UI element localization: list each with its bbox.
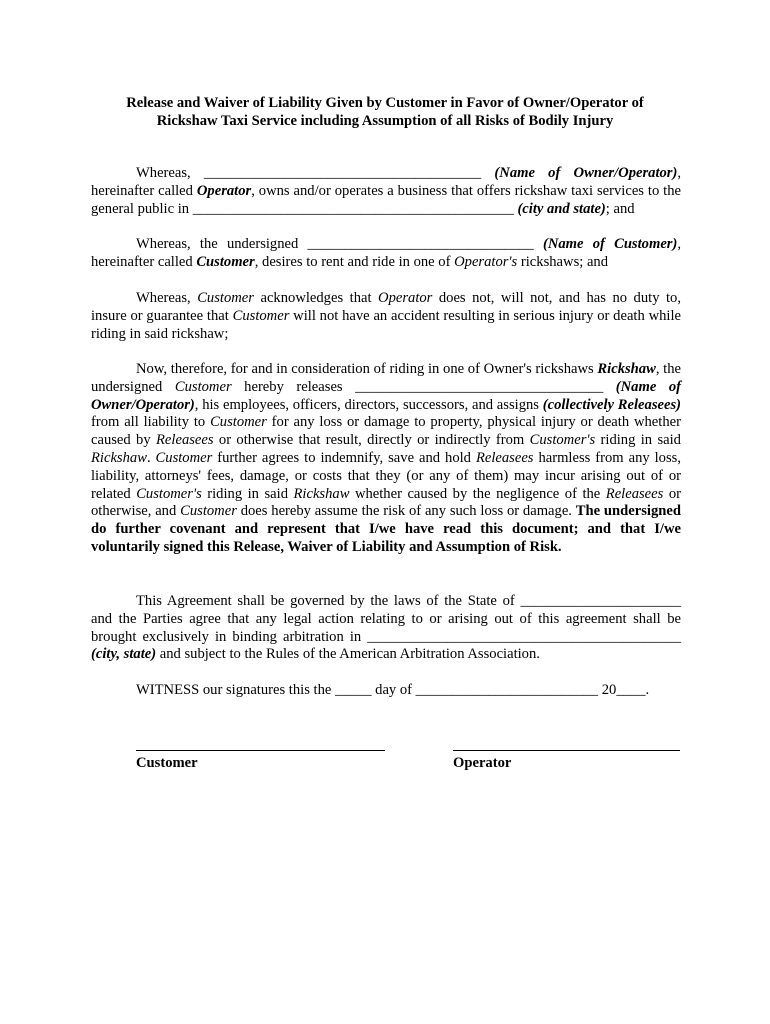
p2-e: , desires to rent and ride in one of — [254, 253, 455, 270]
p3-c: acknowledges that — [253, 290, 379, 306]
p4-j: Customer — [210, 414, 267, 431]
p4-p: Rickshaw — [91, 449, 147, 466]
paragraph-acknowledgement — [91, 290, 681, 343]
p1-d: Operator — [196, 182, 252, 199]
p3-g: will not have an accident resulting in serious injury or death while riding in said rickshaw; — [91, 307, 681, 342]
p2-a: Whereas, the undersigned _______________________________ — [136, 236, 543, 252]
p4-b: Rickshaw — [597, 361, 656, 377]
p4-c: , the undersigned — [91, 361, 681, 395]
p3-b: Customer — [197, 290, 254, 306]
p4-d: Customer — [174, 378, 232, 395]
paragraph-owner-operator — [91, 165, 681, 218]
p4-ab: Customer — [180, 503, 237, 520]
p4-q: . — [146, 449, 156, 466]
operator-signature-line[interactable] — [453, 750, 680, 751]
p1-f: (city and state) — [517, 200, 606, 217]
p2-d: Customer — [196, 253, 255, 270]
p3-e: does not, will not, and has no duty to, insure or guarantee that — [91, 290, 681, 324]
customer-signature-line[interactable] — [136, 750, 385, 751]
p4-a: Now, therefore, for and in consideration of riding in one of Owner's rickshaws — [136, 361, 598, 377]
p4-g: , his employees, officers, directors, successors, and assigns — [194, 396, 543, 413]
p1-g: ; and — [605, 200, 635, 217]
p5-a: This Agreement shall be governed by the laws of the State of ______________________ and the Parties agree that any legal action relating to or arising out of this agreement shall be brought exclusively in binding arbitration in ___________________________________________ — [91, 593, 681, 645]
p4-i: from all liability to — [91, 414, 211, 431]
paragraph-witness — [91, 682, 681, 700]
p3-d: Operator — [378, 290, 433, 306]
p4-covenant-statement: The undersigned do further covenant and represent that I/we have read this document; and that I/we voluntarily signed this Release, Waiver of Liability and Assumption of Risk. — [91, 503, 681, 555]
p2-c: , hereinafter called — [91, 236, 681, 270]
p4-h: (collectively Releasees) — [542, 396, 681, 413]
document-title — [60, 94, 710, 130]
p4-m: or otherwise that result, directly or indirectly from — [213, 432, 530, 449]
p1-e: , owns and/or operates a business that offers rickshaw taxi services to the general public in ____________________________________________ — [91, 182, 682, 217]
title-line-2: Rickshaw Taxi Service including Assumption of all Risks of Bodily Injury — [156, 113, 614, 129]
paragraph-governing-law — [91, 593, 681, 664]
paragraph-release — [91, 361, 681, 557]
p5-c: and subject to the Rules of the American Arbitration Association. — [156, 646, 540, 663]
customer-signature-label: Customer — [136, 755, 198, 771]
p4-w: riding in said — [201, 485, 294, 502]
p4-o: riding in said — [595, 432, 681, 449]
p4-ac: does hereby assume the risk of any such loss or damage. — [236, 503, 576, 520]
p3-a: Whereas, — [136, 290, 198, 306]
p4-t: Releasees — [475, 449, 534, 466]
p4-s: further agrees to indemnify, save and hold — [212, 449, 476, 466]
p4-n: Customer's — [529, 432, 596, 449]
p4-v: Customer's — [136, 485, 202, 502]
p6-a: WITNESS our signatures this the _____ day of _________________________ 20____. — [136, 682, 650, 698]
p5-b: (city, state) — [91, 646, 157, 663]
p4-l: Releasees — [156, 432, 214, 449]
p1-b: (Name of Owner/Operator) — [494, 165, 678, 181]
p2-g: rickshaws; and — [517, 253, 609, 270]
p4-r: Customer — [155, 449, 213, 466]
p2-b: (Name of Customer) — [542, 236, 678, 252]
p4-k: for any loss or damage to property, physical injury or death whether caused by — [91, 414, 681, 449]
p4-z: Releasees — [605, 485, 664, 502]
p4-x: Rickshaw — [293, 485, 350, 502]
p4-u: harmless from any loss, liability, attorneys' fees, damage, or costs that they (or any of them) may incur arising out of or related — [91, 449, 681, 502]
p1-c: , hereinafter called — [91, 165, 681, 199]
p4-e: hereby releases __________________________________ — [231, 378, 616, 395]
p4-aa: or otherwise, and — [91, 485, 681, 520]
p4-y: whether caused by the negligence of the — [349, 485, 606, 502]
operator-signature-label: Operator — [453, 755, 512, 771]
p3-f: Customer — [232, 307, 290, 324]
p4-f: (Name of Owner/Operator) — [91, 378, 681, 413]
title-line-1: Release and Waiver of Liability Given by Customer in Favor of Owner/Operator of — [126, 95, 644, 111]
paragraph-customer — [91, 236, 681, 272]
p2-f: Operator's — [454, 253, 518, 270]
p1-a: Whereas, ______________________________________ — [136, 165, 495, 181]
